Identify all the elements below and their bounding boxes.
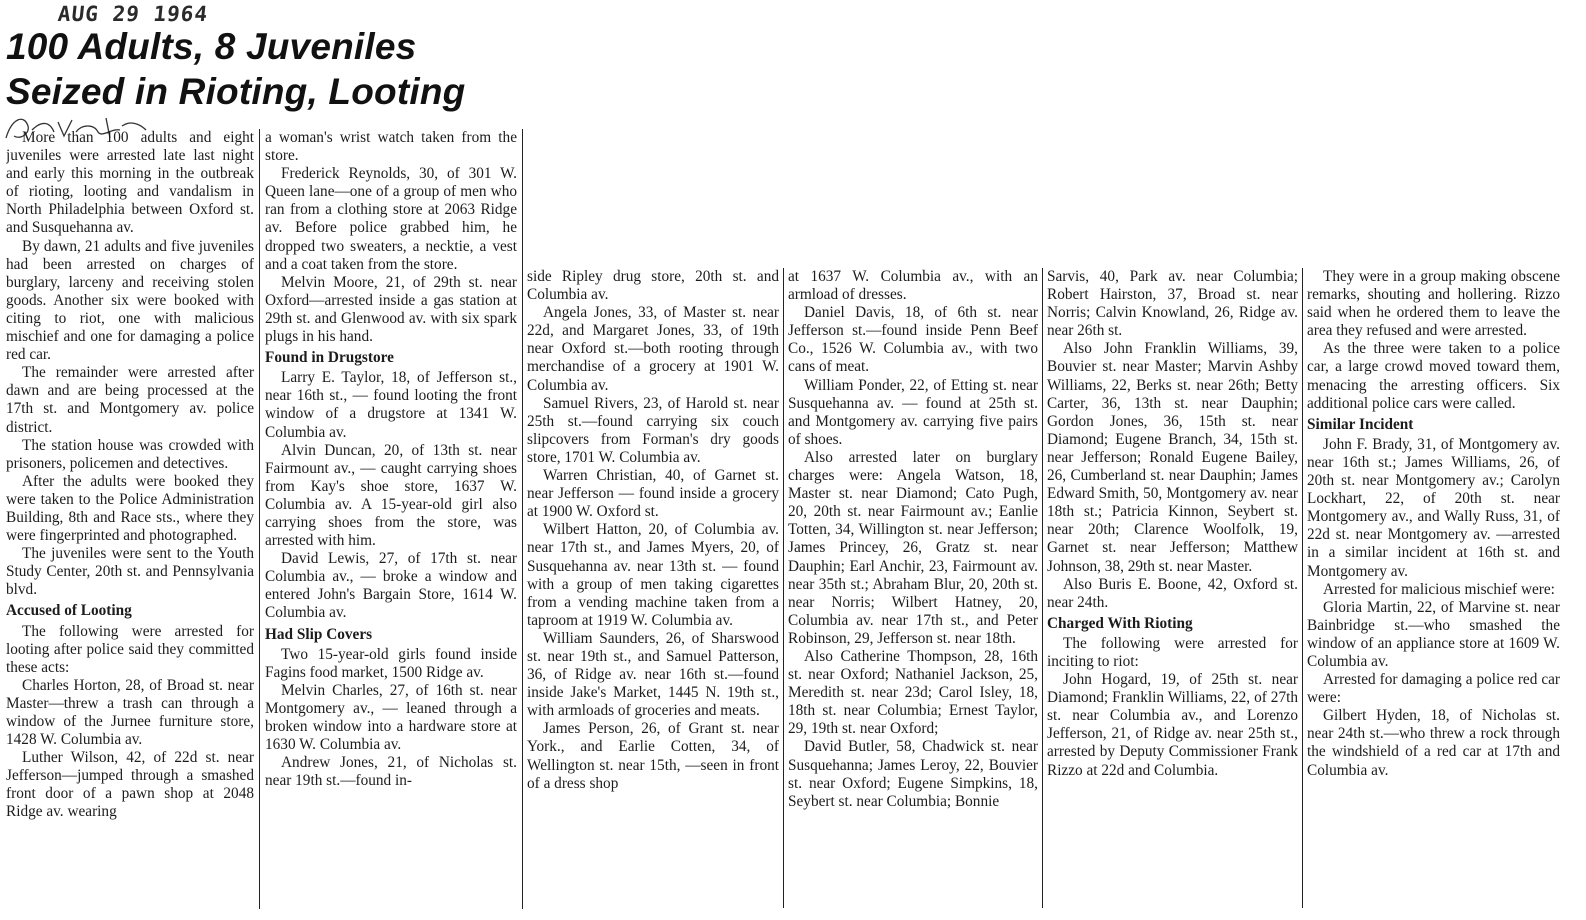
paragraph: Melvin Moore, 21, of 29th st. near Oxford—arrested inside a gas station at 29th st. and Glenwood av. with six spark plugs in his hand.: [265, 273, 517, 346]
paragraph: Arrested for malicious mischief were:: [1323, 580, 1555, 598]
headline-line-1: 100 Adults, 8 Juveniles: [6, 26, 417, 67]
paragraph: The following were arrested for inciting to riot:: [1047, 634, 1298, 670]
paragraph: William Ponder, 22, of Etting st. near Susquehanna av. — found at 25th st. and Montgomery av. carrying five pairs of shoes.: [788, 376, 1038, 448]
column-rule: [1042, 268, 1043, 908]
paragraph: Andrew Jones, 21, of Nicholas st. near 19th st.—found in-: [265, 754, 517, 790]
article-column-5: [1047, 268, 1298, 917]
paragraph: They were in a group making obscene remarks, shouting and hollering. Rizzo said when he ordered them to leave the area they refused and were arrested.: [1307, 268, 1560, 340]
subhead: Had Slip Covers: [265, 625, 373, 643]
subhead: Accused of Looting: [6, 602, 132, 620]
article-column-3: [527, 268, 779, 917]
paragraph: The following were arrested for looting after police said they committed these acts:: [6, 622, 254, 676]
paragraph: David Butler, 58, Chadwick st. near Susquehanna; James Leroy, 22, Bouvier st. near Oxford; Eugene Simpkins, 18, Seybert st. near Columbia; Bonnie: [788, 738, 1038, 810]
paragraph: a woman's wrist watch taken from the store.: [265, 129, 517, 165]
headline: [6, 24, 526, 114]
paragraph: David Lewis, 27, of 17th st. near Columbia av., — broke a window and entered John's Bargain Store, 1614 W. Columbia av.: [265, 550, 517, 622]
paragraph: After the adults were booked they were taken to the Police Administration Building, 8th and Race sts., where they were fingerprinted and photographed.: [6, 472, 254, 545]
subhead: Found in Drugstore: [265, 349, 394, 367]
paragraph: Also John Franklin Williams, 39, Bouvier st. near Master; Marvin Ashby Williams, 22, Berks st. near 26th; Betty Carter, 36, 13th st. near Dauphin; Gordon Jones, 36, 15th st. near Diamond; Eugene Branch, 34, 15th st. near Jefferson; Ronald Eugene Bailey, 26, Cumberland st. near Dauphin; James Edward Smith, 50, Montgomery av. near 18th st.; Patricia Kinnon, Seybert st. near 20th; Clarence Woolfolk, 19, Garnet st. near Jefferson; Matthew Johnson, 38, 29th st. near Master.: [1047, 340, 1298, 575]
paragraph: Melvin Charles, 27, of 16th st. near Montgomery av., — leaned through a broken window into a hardware store at 1630 W. Columbia av.: [265, 681, 517, 754]
paragraph: William Saunders, 26, of Sharswood st. near 19th st., and Samuel Patterson, 36, of Ridge av. near 16th st.—found inside Jake's Market, 1445 N. 19th st., with armloads of groceries and meats.: [527, 629, 779, 720]
paragraph: John F. Brady, 31, of Montgomery av. near 16th st.; James Williams, 26, of 20th st. near Montgomery av.; Carolyn Lockhart, 22, of 20th st. near Montgomery av., and Wally Russ, 31, of 22d st. near Montgomery av. —arrested in a similar incident at 16th st. and Montgomery av.: [1307, 435, 1560, 580]
paragraph: Arrested for damaging a police red car were:: [1307, 671, 1560, 707]
paragraph: More than 100 adults and eight juveniles were arrested late last night and early this morning in the outbreak of rioting, looting and vandalism in North Philadelphia between Oxford st. and Susquehanna av.: [6, 129, 254, 237]
headline-line-2: Seized in Rioting, Looting: [6, 71, 466, 112]
paragraph: Angela Jones, 33, of Master st. near 22d, and Margaret Jones, 33, of 19th near Oxford st.—both rooting through merchandise of a grocery at 1901 W. Columbia av.: [527, 304, 779, 394]
column-rule: [522, 129, 523, 909]
paragraph: Also Catherine Thompson, 28, 16th st. near Oxford; Nathaniel Jackson, 25, Meredith st. near 23d; Carol Isley, 18, 18th st. near Columbia; Ernest Taylor, 29, 19th st. near Oxford;: [788, 647, 1038, 738]
paragraph: James Person, 26, of Grant st. near York., and Earlie Cotten, 34, of Wellington st. near 15th, —seen in front of a dress shop: [527, 720, 779, 792]
paragraph: side Ripley drug store, 20th st. and Columbia av.: [527, 268, 779, 304]
paragraph: As the three were taken to a police car, a large crowd moved toward them, menacing the arresting officers. Six additional police cars were called.: [1307, 340, 1560, 412]
subhead: Similar Incident: [1307, 415, 1414, 433]
paragraph: Gilbert Hyden, 18, of Nicholas st. near 24th st.—who threw a rock through the windshield of a red car at 17th and Columbia av.: [1307, 707, 1560, 779]
paragraph: The remainder were arrested after dawn and are being processed at the 17th st. and Montgomery av. police district.: [6, 364, 254, 436]
paragraph: at 1637 W. Columbia av., with an armload of dresses.: [788, 268, 1038, 304]
paragraph: The station house was crowded with prisoners, policemen and detectives.: [6, 436, 254, 472]
paragraph: Daniel Davis, 18, of 6th st. near Jefferson st.—found inside Penn Beef Co., 1526 W. Columbia av., with two cans of meat.: [788, 304, 1038, 376]
column-rule: [259, 129, 260, 909]
paragraph: John Hogard, 19, of 25th st. near Diamond; Franklin Williams, 22, of 27th st. near Columbia av., and Lorenzo Jefferson, 21, of Ridge av. near 25th st., arrested by Deputy Commissioner Frank Rizzo at 22d and Columbia.: [1047, 671, 1298, 779]
article-column-1: [6, 129, 254, 917]
paragraph: Samuel Rivers, 23, of Harold st. near 25th st.—found carrying six couch slipcovers from Forman's dry goods store, 1701 W. Columbia av.: [527, 394, 779, 466]
article-column-4: [788, 268, 1038, 917]
paragraph: Sarvis, 40, Park av. near Columbia; Robert Hairston, 37, Broad st. near Norris; Calvin Knowland, 26, Ridge av. near 26th st.: [1047, 268, 1298, 340]
paragraph: Also Buris E. Boone, 42, Oxford st. near 24th.: [1047, 575, 1298, 611]
paragraph: Larry E. Taylor, 18, of Jefferson st., near 16th st., — found looting the front window of a drugstore at 1341 W. Columbia av.: [265, 369, 517, 441]
paragraph: The juveniles were sent to the Youth Study Center, 20th st. and Pennsylvania blvd.: [6, 545, 254, 599]
paragraph: By dawn, 21 adults and five juveniles had been arrested on charges of burglary, larceny and receiving stolen goods. Another six were booked with citing to riot, one with malicious mischief and one for damaging a police red car.: [6, 237, 254, 364]
date-stamp: AUG 29 1964: [56, 2, 210, 26]
column-rule: [1302, 268, 1303, 908]
paragraph: Frederick Reynolds, 30, of 301 W. Queen lane—one of a group of men who ran from a clothing store at 2063 Ridge av. Before police grabbed him, he dropped two sweaters, a necktie, a vest and a coat taken from the store.: [265, 165, 517, 273]
paragraph: Warren Christian, 40, of Garnet st. near Jefferson — found inside a grocery at 1900 W. Oxford st.: [527, 467, 779, 521]
article-column-6: [1307, 268, 1560, 917]
paragraph: Charles Horton, 28, of Broad st. near Master—threw a trash can through a window of the Jurnee furniture store, 1428 W. Columbia av.: [6, 676, 254, 749]
paragraph: Wilbert Hatton, 20, of Columbia av. near 17th st., and James Myers, 20, of Susquehanna av. near 13th st. — found with a group of men taking cigarettes from a vending machine taken from a taproom at 1919 W. Columbia av.: [527, 521, 779, 629]
article-column-2: [265, 129, 517, 917]
column-rule: [783, 268, 784, 908]
paragraph: Luther Wilson, 42, of 22d st. near Jefferson—jumped through a smashed front door of a pawn shop at 2048 Ridge av. wearing: [6, 749, 254, 821]
subhead: Charged With Rioting: [1047, 614, 1193, 632]
paragraph: Two 15-year-old girls found inside Fagins food market, 1500 Ridge av.: [265, 645, 517, 681]
paragraph: Alvin Duncan, 20, of 13th st. near Fairmount av., — caught carrying shoes from Kay's shoe store, 1637 W. Columbia av. A 15-year-old girl also carrying shoes from the store, was arrested with him.: [265, 441, 517, 550]
paragraph: Gloria Martin, 22, of Marvine st. near Bainbridge st.—who smashed the window of an appliance store at 1609 W. Columbia av.: [1307, 598, 1560, 670]
paragraph: Also arrested later on burglary charges were: Angela Watson, 18, Master st. near Diamond; Cato Pugh, 20, 20th st. near Fairmount av.; Eanlie Totten, 34, Willington st. near Jefferson; James Princey, 26, Gratz st. near Dauphin; Earl Anchir, 23, Fairmount av. near 35th st.; Abraham Blur, 20, 20th st. near Norris; Wilbert Hatney, 20, Columbia av. near 17th st., and Peter Robinson, 29, Jefferson st. near 18th.: [788, 448, 1038, 647]
